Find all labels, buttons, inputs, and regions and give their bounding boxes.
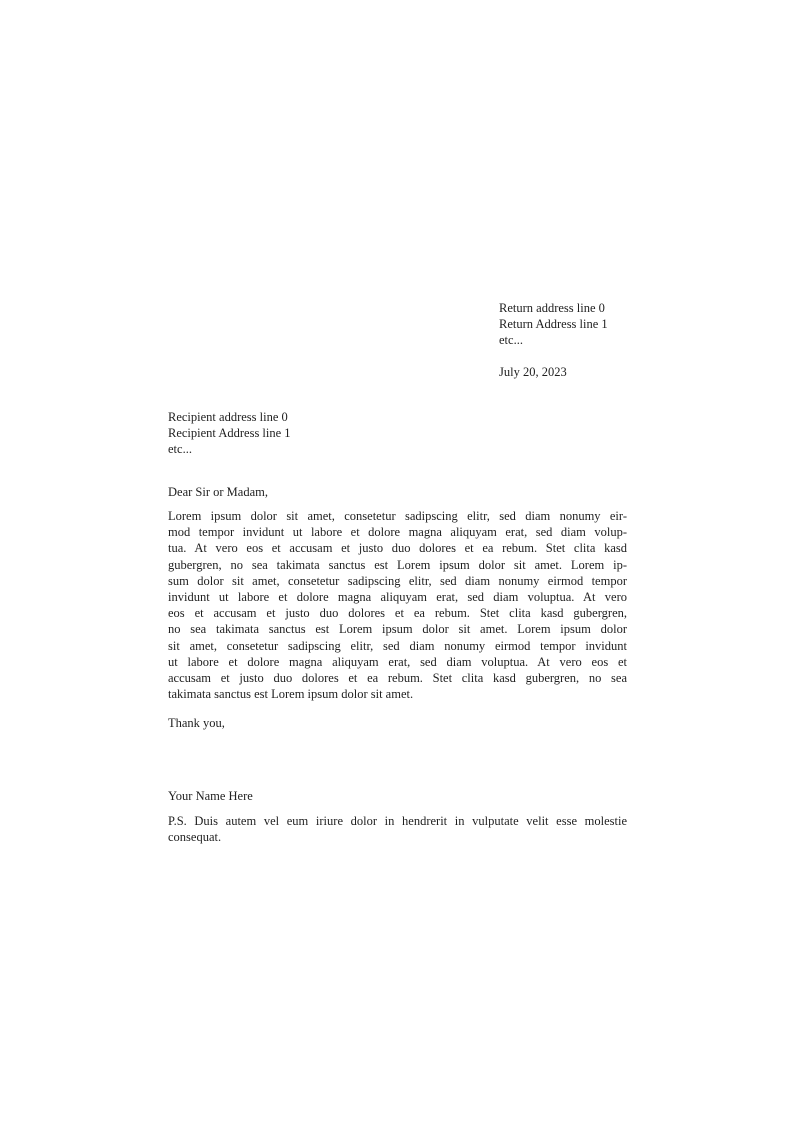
body-line: no sea takimata sanctus est Lorem ipsum dolor sit amet. Lorem ipsum dolor xyxy=(168,622,627,637)
return-address xyxy=(499,300,608,349)
body-paragraph xyxy=(168,508,627,702)
body-line: invidunt ut labore et dolore magna aliquyam erat, sed diam voluptua. At vero xyxy=(168,590,627,605)
body-line: sum dolor sit amet, consetetur sadipscing elitr, sed diam nonumy eirmod tempor xyxy=(168,573,627,588)
recipient-address-line: Recipient address line 0 xyxy=(168,410,288,424)
recipient-address xyxy=(168,409,291,458)
salutation: Dear Sir or Madam, xyxy=(168,485,268,499)
return-address-line: Return Address line 1 xyxy=(499,317,608,332)
postscript xyxy=(168,813,627,845)
postscript-line: P.S. Duis autem vel eum iriure dolor in hendrerit in vulputate velit esse molestie xyxy=(168,814,627,828)
body-line: mod tempor invidunt ut labore et dolore magna aliquyam erat, sed diam volup- xyxy=(168,525,627,540)
body-line: ut labore et dolore magna aliquyam erat, sed diam voluptua. At vero eos et xyxy=(168,654,627,669)
postscript-line: consequat. xyxy=(168,830,222,845)
body-line: eos et accusam et justo duo dolores et ea rebum. Stet clita kasd gubergren, xyxy=(168,606,627,621)
body-line: sit amet, consetetur sadipscing elitr, sed diam nonumy eirmod tempor invidunt xyxy=(168,638,627,653)
closing: Thank you, xyxy=(168,716,225,730)
return-address-line: Return address line 0 xyxy=(499,301,605,315)
signature-name: Your Name Here xyxy=(168,789,253,803)
body-line: takimata sanctus est Lorem ipsum dolor sit amet. xyxy=(168,687,414,702)
body-line: gubergren, no sea takimata sanctus est Lorem ipsum dolor sit amet. Lorem ip- xyxy=(168,557,627,572)
body-line: accusam et justo duo dolores et ea rebum. Stet clita kasd gubergren, no sea xyxy=(168,671,627,686)
recipient-address-line: etc... xyxy=(168,442,192,457)
body-line: Lorem ipsum dolor sit amet, consetetur sadipscing elitr, sed diam nonumy eir- xyxy=(168,509,627,523)
body-line: tua. At vero eos et accusam et justo duo dolores et ea rebum. Stet clita kasd xyxy=(168,541,627,556)
recipient-address-line: Recipient Address line 1 xyxy=(168,426,291,441)
letter-date: July 20, 2023 xyxy=(499,365,567,379)
return-address-line: etc... xyxy=(499,333,523,348)
